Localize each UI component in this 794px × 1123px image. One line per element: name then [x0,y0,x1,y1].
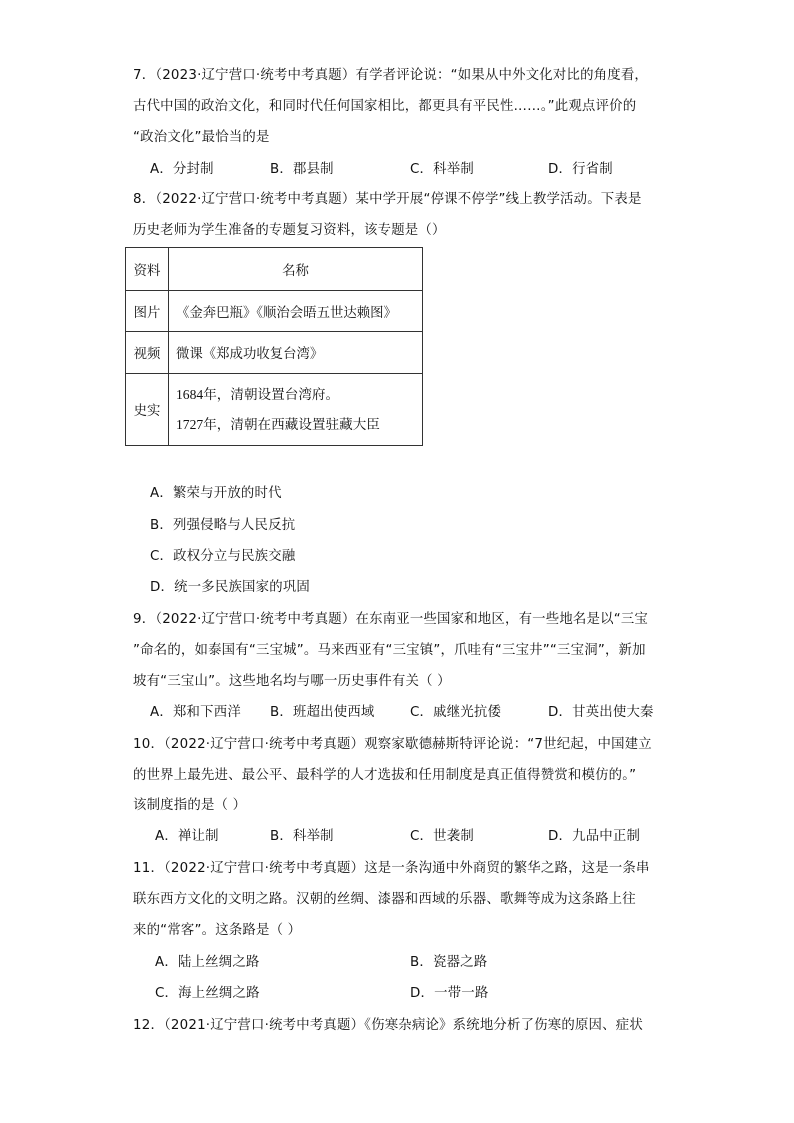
q10-option-b: B．科举制 [270,829,334,844]
q9-stem-line-1: 9．（2022·辽宁营口·统考中考真题）在东南亚一些国家和地区，有一些地名是以“三宝 [133,612,649,627]
table-cell-value: 《金奔巴瓶》《顺治会晤五世达赖图》 [169,291,423,332]
q8-option-c: C．政权分立与民族交融 [150,549,296,564]
fact-line: 1684年，清朝设置台湾府。 [176,386,340,402]
q7-stem-line-3: “政治文化”最恰当的是 [133,130,270,145]
table-header-row [126,248,423,291]
q7-option-d: D．行省制 [548,162,613,177]
q10-stem-line-2: 的世界上最先进、最公平、最科学的人才选拔和任用制度是真正值得赞赏和模仿的。” [133,768,637,783]
q8-stem-line-2: 历史老师为学生准备的专题复习资料，该专题是（） [133,223,446,238]
q7-option-b: B．郡县制 [270,162,334,177]
q9-option-d: D．甘英出使大秦 [548,705,654,720]
q10-option-c: C．世袭制 [410,829,474,844]
q9-option-c: C．戚继光抗倭 [410,705,502,720]
q8-stem-line-1: 8．（2022·辽宁营口·统考中考真题）某中学开展“停课不停学”线上教学活动。下表是 [133,192,642,207]
q11-stem-line-2: 联东西方文化的文明之路。汉朝的丝绸、漆器和西域的乐器、歌舞等成为这条路上往 [133,892,636,907]
q8-option-d: D．统一多民族国家的巩固 [150,580,311,595]
q9-stem-line-2: ”命名的，如泰国有“三宝城”。马来西亚有“三宝镇”，爪哇有“三宝井”“三宝洞”，新加 [133,643,646,658]
fact-line: 1727年，清朝在西藏设置驻藏大臣 [176,416,380,432]
table-row [126,291,423,332]
q9-option-a: A．郑和下西洋 [150,705,241,720]
q8-option-b: B．列强侵略与人民反抗 [150,518,296,533]
table-cell-label: 视频 [126,332,169,374]
q7-stem-line-2: 古代中国的政治文化，和同时代任何国家相比，都更具有平民性……。”此观点评价的 [133,99,637,114]
q11-option-a: A．陆上丝绸之路 [155,955,260,970]
q7-option-c: C．科举制 [410,162,474,177]
table-row [126,332,423,374]
table-header-cell: 名称 [169,248,423,291]
q10-option-d: D．九品中正制 [548,829,641,844]
q8-option-a: A．繁荣与开放的时代 [150,486,282,501]
q9-option-b: B．班超出使西域 [270,705,375,720]
table-header-cell: 资料 [126,248,169,291]
q10-stem-line-3: 该制度指的是（ ） [133,798,247,813]
table-cell-value: 微课《郑成功收复台湾》 [169,332,423,374]
q11-option-b: B．瓷器之路 [410,955,488,970]
q11-option-d: D．一带一路 [410,986,489,1001]
q7-option-a: A．分封制 [150,162,214,177]
q10-stem-line-1: 10．（2022·辽宁营口·统考中考真题）观察家歇德赫斯特评论说：“7世纪起，中国建立 [133,737,652,752]
table-cell-value [169,374,423,446]
q9-stem-line-3: 坡有“三宝山”。这些地名均与哪一历史事件有关（ ） [133,674,451,689]
table-cell-label: 图片 [126,291,169,332]
q11-stem-line-3: 来的“常客”。这条路是（ ） [133,923,302,938]
table-cell-label: 史实 [126,374,169,446]
q7-stem-line-1: 7．（2023·辽宁营口·统考中考真题）有学者评论说：“如果从中外文化对比的角度看， [133,68,649,83]
q8-reference-table [125,247,423,446]
table-row [126,374,423,446]
q12-stem-line-1: 12．（2021·辽宁营口·统考中考真题）《伤寒杂病论》系统地分析了伤寒的原因、症状 [133,1018,643,1033]
q10-option-a: A．禅让制 [155,829,219,844]
q11-stem-line-1: 11．（2022·辽宁营口·统考中考真题）这是一条沟通中外商贸的繁华之路，这是一条串 [133,861,650,876]
q11-option-c: C．海上丝绸之路 [155,986,260,1001]
